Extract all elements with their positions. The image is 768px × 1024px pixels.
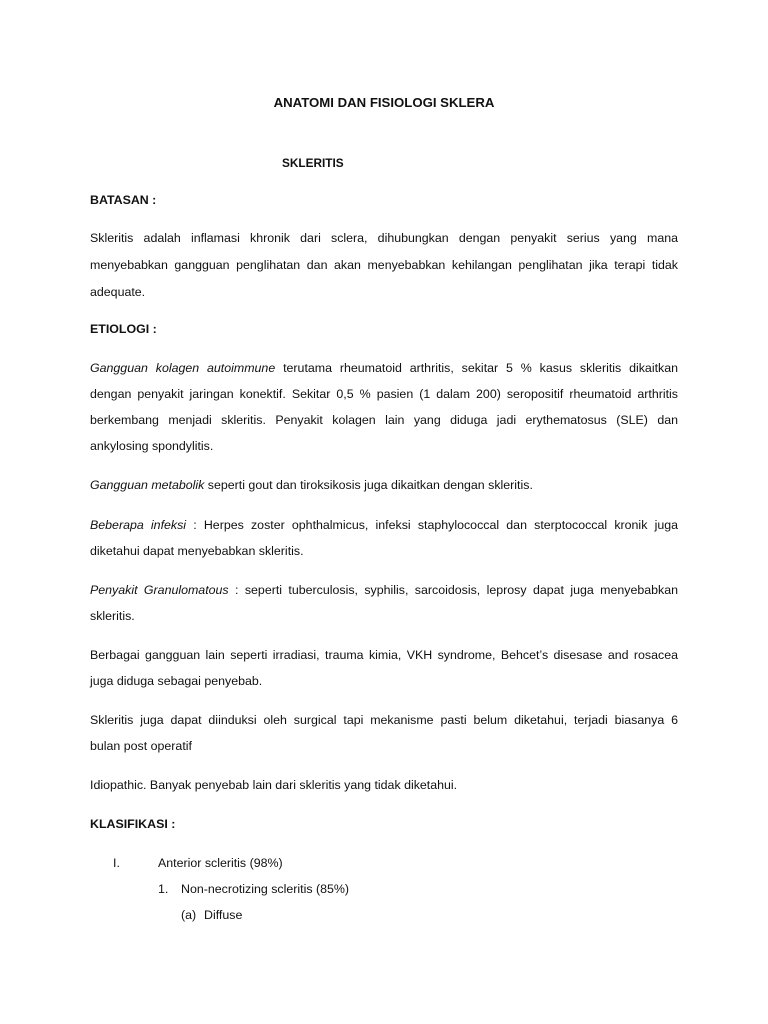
etiologi-p2-lead: Gangguan metabolik — [90, 478, 205, 492]
etiologi-p7: Idiopathic. Banyak penyebab lain dari skleritis yang tidak diketahui. — [90, 778, 458, 792]
etiologi-p5-line-2: juga diduga sebagai penyebab. — [90, 674, 263, 688]
etiologi-p2-rest: seperti gout dan tiroksikosis juga dikaitkan dengan skleritis. — [204, 478, 533, 492]
etiologi-p3-line-1 — [90, 517, 678, 533]
klasifikasi-sub1-marker: 1. — [158, 882, 169, 896]
document-title: ANATOMI DAN FISIOLOGI SKLERA — [273, 95, 495, 110]
etiologi-p1-line-1 — [90, 360, 678, 376]
document-subtitle: SKLERITIS — [282, 156, 344, 170]
klasifikasi-subsub-text: Diffuse — [204, 908, 243, 922]
batasan-line-3: adequate. — [90, 285, 146, 299]
etiologi-p4-line1-rest: : seperti tuberculosis, syphilis, sarcoidosis, leprosy dapat juga menyebabkan — [228, 583, 678, 597]
klasifikasi-item1-marker: I. — [113, 856, 120, 870]
etiologi-p1-line1-rest: terutama rheumatoid arthritis, sekitar 5 % kasus skleritis dikaitkan — [275, 361, 678, 375]
klasifikasi-item1-text: Anterior scleritis (98%) — [158, 856, 283, 870]
etiologi-p1-line-3: berkembang menjadi skleritis. Penyakit kolagen lain yang diduga jadi erythematosus (SLE) dan — [90, 413, 678, 427]
etiologi-p1-lead: Gangguan kolagen autoimmune — [90, 361, 276, 375]
etiologi-p4-line-1 — [90, 582, 678, 598]
etiologi-heading: ETIOLOGI : — [90, 322, 157, 336]
etiologi-p1-line-2: dengan penyakit jaringan konektif. Sekitar 0,5 % pasien (1 dalam 200) seropositif rheumatoid arthritis — [90, 387, 678, 401]
etiologi-p6-line-2: bulan post operatif — [90, 739, 192, 753]
batasan-line-1: Skleritis adalah inflamasi khronik dari sclera, dihubungkan dengan penyakit serius yang mana — [90, 231, 678, 245]
etiologi-p4-lead: Penyakit Granulomatous — [90, 583, 229, 597]
etiologi-p5-line-1: Berbagai gangguan lain seperti irradiasi, trauma kimia, VKH syndrome, Behcet’s disesase and rosacea — [90, 648, 678, 662]
etiologi-p4-line-2: skleritis. — [90, 609, 135, 623]
etiologi-p1-line-4: ankylosing spondylitis. — [90, 439, 214, 453]
etiologi-p2 — [90, 477, 678, 493]
klasifikasi-subsub-marker: (a) — [181, 908, 197, 922]
etiologi-p6-line-1: Skleritis juga dapat diinduksi oleh surgical tapi mekanisme pasti belum diketahui, terjadi biasanya 6 — [90, 713, 678, 727]
etiologi-p3-lead: Beberapa infeksi — [90, 518, 187, 532]
batasan-heading: BATASAN : — [90, 193, 157, 207]
klasifikasi-heading: KLASIFIKASI : — [90, 817, 176, 831]
klasifikasi-sub1-text: Non-necrotizing scleritis (85%) — [181, 882, 350, 896]
batasan-line-2: menyebabkan gangguan penglihatan dan akan menyebabkan kehilangan penglihatan jika terapi tidak — [90, 258, 678, 272]
etiologi-p3-line-2: diketahui dapat menyebabkan skleritis. — [90, 544, 304, 558]
etiologi-p3-line1-rest: : Herpes zoster ophthalmicus, infeksi staphylococcal dan sterptococcal kronik juga — [186, 518, 678, 532]
